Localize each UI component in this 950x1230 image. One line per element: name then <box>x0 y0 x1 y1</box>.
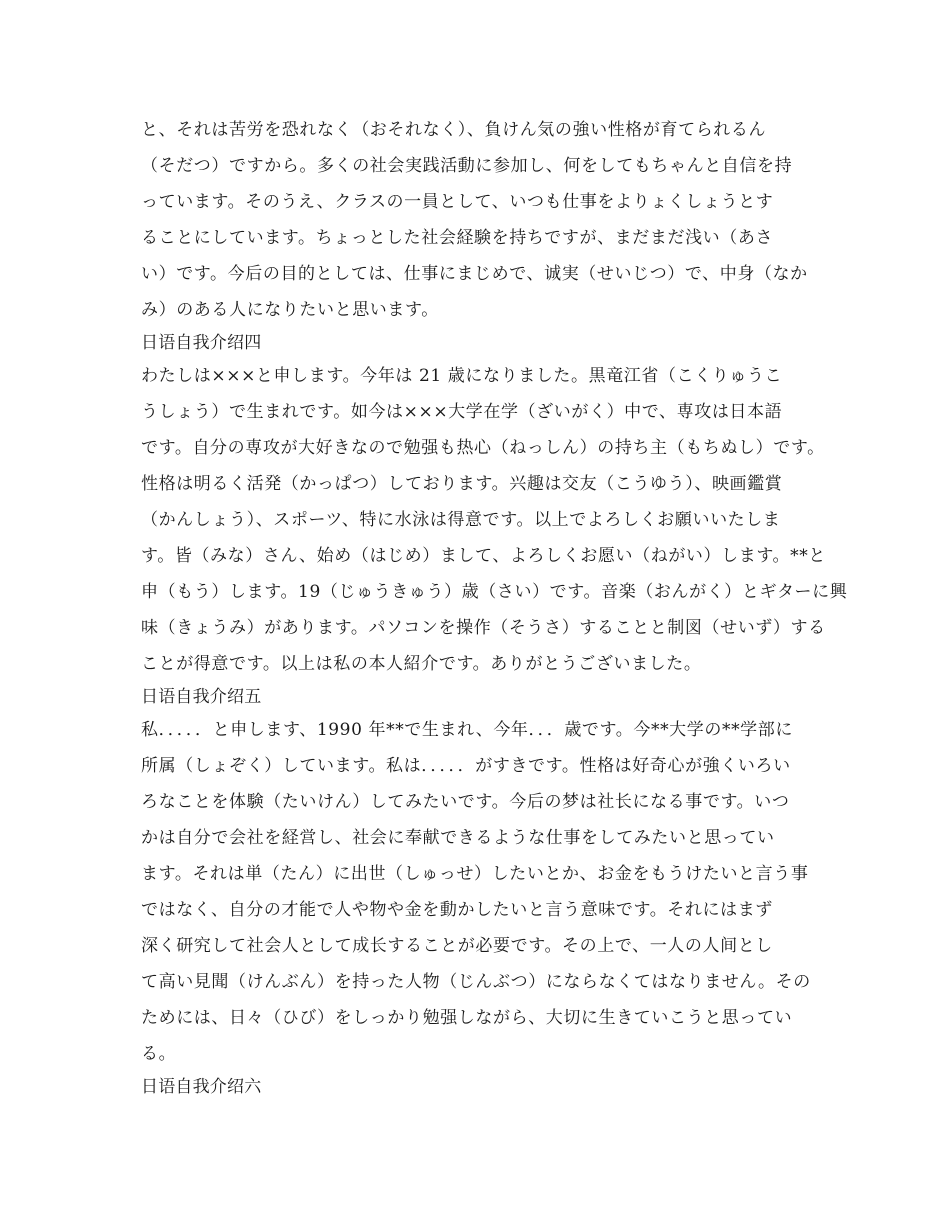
section-heading: 日语自我介绍六 <box>141 1077 262 1097</box>
paragraph-line: ではなく、自分の才能で人や物や金を動かしたいと言う意味です。それにはまず <box>141 900 773 920</box>
paragraph-line: うしょう）で生まれです。如今は×××大学在学（ざいがく）中で、専攻は日本語 <box>141 402 783 422</box>
paragraph-line: かは自分で会社を経営し、社会に奉献できるような仕事をしてみたいと思ってい <box>141 828 775 848</box>
paragraph-line: み）のある人になりたいと思います。 <box>141 300 439 320</box>
section-heading: 日语自我介绍五 <box>141 687 262 707</box>
paragraph-line: ことが得意です。以上は私の本人紹介です。ありがとうございました。 <box>141 654 702 674</box>
paragraph-line: て高い見聞（けんぶん）を持った人物（じんぶつ）にならなくてはなりません。その <box>141 972 811 992</box>
paragraph-line: 私．．．．．と申します、1990 年**で生まれ、今年．．．歳です。今**大学の**学部に <box>141 720 793 740</box>
paragraph-line: わたしは×××と申します。今年は 21 歳になりました。黒竜江省（こくりゅうこ <box>141 366 783 386</box>
paragraph-line: ることにしています。ちょっとした社会経験を持ちですが、まだまだ浅い（あさ <box>141 228 774 248</box>
paragraph-line: 所属（しょぞく）しています。私は．．．．．がすきです。性格は好奇心が強くいろい <box>141 756 791 776</box>
section-five <box>141 682 831 1072</box>
section-four <box>141 328 848 682</box>
paragraph-line: （そだつ）ですから。多くの社会実践活動に参加し、何をしてもちゃんと自信を持 <box>141 156 793 176</box>
paragraph-line: 性格は明るく活発（かっぱつ）しております。兴趣は交友（こうゆう）、映画鑑賞 <box>141 474 783 494</box>
document-body <box>141 112 848 1102</box>
paragraph-line: す。皆（みな）さん、始め（はじめ）まして、よろしくお愿い（ねがい）します。**と <box>141 546 826 566</box>
paragraph-line: 申（もう）します。19（じゅうきゅう）歳（さい）です。音楽（おんがく）とギターに興 <box>141 582 848 602</box>
section-heading: 日语自我介绍四 <box>141 333 262 353</box>
paragraph-line: ためには、日々（ひび）をしっかり勉强しながら、大切に生きていこうと思ってい <box>141 1008 793 1028</box>
paragraph-line: 深く研究して社会人として成长することが必要です。その上で、一人の人间とし <box>141 936 773 956</box>
paragraph-line: っています。そのうえ、クラスの一員として、いつも仕事をよりょくしょうとす <box>141 192 774 212</box>
paragraph-line: ます。それは単（たん）に出世（しゅっせ）したいとか、お金をもうけたいと言う事 <box>141 864 809 884</box>
paragraph-line: い）です。今后の目的としては、仕事にまじめで、诚実（せいじつ）で、中身（なか <box>141 264 808 284</box>
section-three-continuation <box>141 112 831 328</box>
paragraph-line: と、それは苦労を恐れなく（おそれなく）、負けん気の強い性格が育てられるん <box>141 120 767 140</box>
paragraph-line: ろなことを体験（たいけん）してみたいです。今后の梦は社长になる事です。いつ <box>141 792 790 812</box>
paragraph-line: です。自分の専攻が大好きなので勉强も热心（ねっしん）の持ち主（もちぬし）です。 <box>141 438 825 458</box>
paragraph-line: （かんしょう）、スポーツ、特に水泳は得意です。以上でよろしくお願いいたしま <box>141 510 781 530</box>
section-six <box>141 1072 831 1102</box>
paragraph-line: る。 <box>141 1044 177 1064</box>
paragraph-line: 味（きょうみ）があります。パソコンを操作（そうさ）することと制図（せいず）する <box>141 618 826 638</box>
